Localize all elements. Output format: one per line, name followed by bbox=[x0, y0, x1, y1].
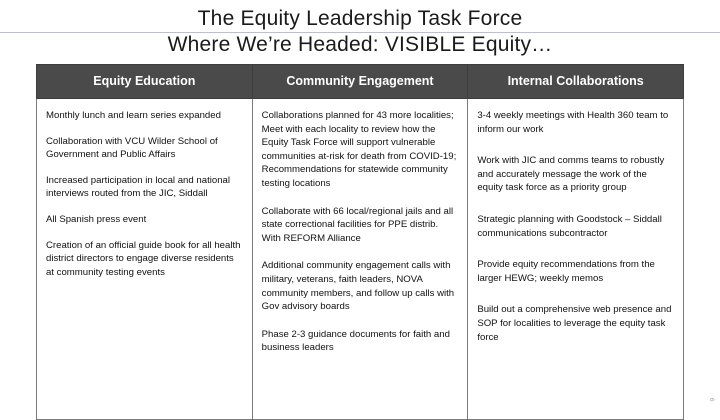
list-item: Collaborations planned for 43 more localities; Meet with each locality to review how the Equity Task Force will support vulnerable communities at-risk for death from COVID-19; Recommendations for statewide community testing locations bbox=[261, 110, 457, 189]
slide-number: 6 bbox=[708, 397, 714, 401]
cell-equity-education bbox=[37, 99, 253, 420]
matrix-table bbox=[36, 64, 684, 420]
page-title-line1: The Equity Leadership Task Force bbox=[197, 7, 523, 30]
list-item: All Spanish press event bbox=[46, 213, 147, 225]
title-block bbox=[0, 0, 720, 58]
list-item: Work with JIC and comms teams to robustly and accurately message the work of the equity task force as a priority group bbox=[477, 155, 665, 194]
list-item: Strategic planning with Goodstock – Siddall communications subcontractor bbox=[477, 213, 662, 239]
matrix-table-wrapper bbox=[36, 64, 684, 420]
column-header-internal-collaborations: Internal Collaborations bbox=[468, 65, 684, 99]
table-header-row bbox=[37, 65, 684, 99]
list-item: Increased participation in local and national interviews routed from the JIC, Siddall bbox=[46, 174, 231, 200]
list-item: Additional community engagement calls with military, veterans, faith leaders, NOVA community members, and follow up calls with Gov advisory boards bbox=[261, 260, 455, 313]
column-header-community-engagement: Community Engagement bbox=[252, 65, 468, 99]
cell-community-engagement bbox=[252, 99, 468, 420]
list-item: Build out a comprehensive web presence and SOP for localities to leverage the equity task force bbox=[477, 304, 672, 343]
list-item: Creation of an official guide book for all health district directors to engage diverse residents at community testing events bbox=[46, 239, 241, 278]
page-title-line2: Where We’re Headed: VISIBLE Equity… bbox=[167, 33, 553, 56]
list-item: Monthly lunch and learn series expanded bbox=[46, 110, 221, 121]
table-row bbox=[37, 99, 684, 420]
cell-internal-collaborations bbox=[468, 99, 684, 420]
list-item: Collaborate with 66 local/regional jails and all state correctional facilities for PPE distrib. With REFORM Alliance bbox=[261, 205, 454, 244]
title-divider bbox=[0, 32, 720, 33]
table-header bbox=[37, 65, 684, 99]
table-body bbox=[37, 99, 684, 420]
list-item: Provide equity recommendations from the larger HEWG; weekly memos bbox=[477, 259, 655, 284]
list-item: Phase 2-3 guidance documents for faith and business leaders bbox=[261, 328, 450, 354]
list-item: Collaboration with VCU Wilder School of Government and Public Affairs bbox=[46, 135, 218, 161]
list-item: 3-4 weekly meetings with Health 360 team to inform our work bbox=[477, 110, 669, 135]
column-header-equity-education: Equity Education bbox=[37, 65, 253, 99]
